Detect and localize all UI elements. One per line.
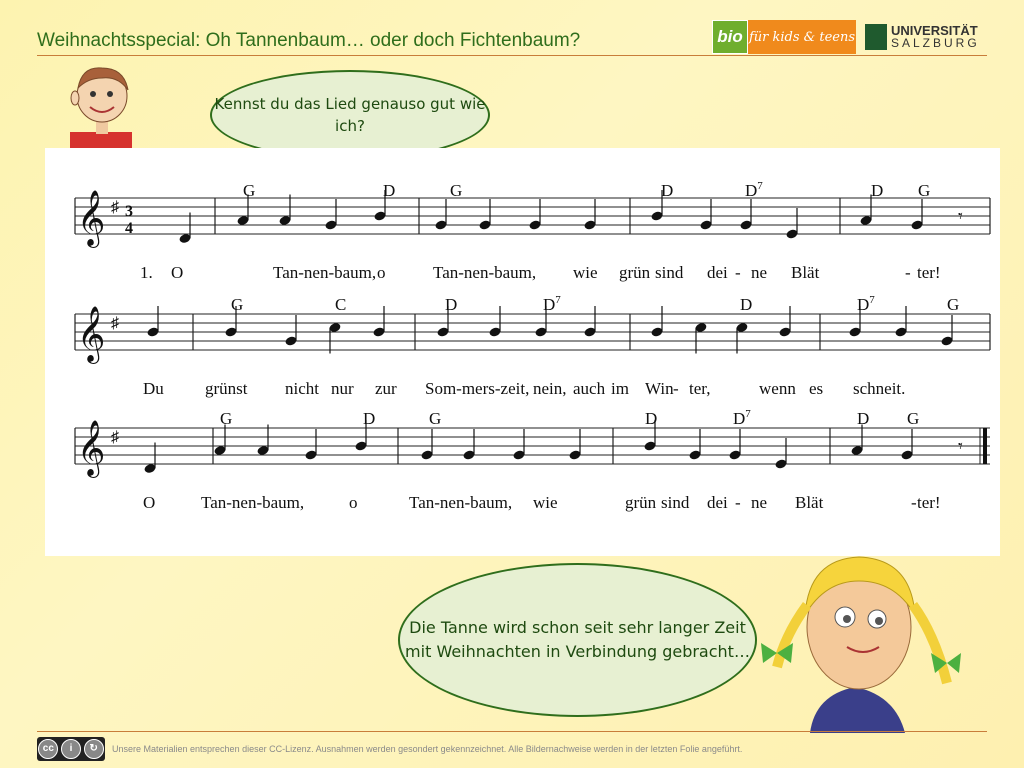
lyric-syllable: grün bbox=[625, 493, 657, 512]
lyric-syllable: ne bbox=[751, 493, 768, 512]
lyric-syllable: - bbox=[911, 493, 917, 512]
page-title: Weihnachtsspecial: Oh Tannenbaum… oder doch Fichtenbaum? bbox=[37, 30, 581, 51]
eighth-rest-icon: 𝄾 bbox=[958, 206, 963, 226]
footer-divider bbox=[37, 731, 987, 732]
chord-symbol: G bbox=[231, 295, 244, 314]
lyric-syllable: Tan-nen-baum, bbox=[409, 493, 513, 512]
lyric-syllable: Blät bbox=[795, 493, 824, 512]
lyric-syllable: nur bbox=[331, 379, 354, 398]
lyric-syllable: schneit. bbox=[853, 379, 906, 398]
lyric-syllable: Tan-nen-baum, bbox=[433, 263, 537, 282]
chord-symbol: G bbox=[450, 181, 463, 200]
lyric-syllable: Du bbox=[143, 379, 164, 398]
lyric-syllable: O bbox=[143, 493, 156, 512]
lyric-syllable: Tan-nen-baum, bbox=[201, 493, 305, 512]
lyric-syllable: dei bbox=[707, 263, 728, 282]
sharp-icon: ♯ bbox=[111, 199, 119, 216]
treble-clef-icon: 𝄞 bbox=[77, 308, 106, 361]
university-mark-icon bbox=[865, 24, 887, 50]
lyric-syllable: auch bbox=[573, 379, 606, 398]
lyric-syllable: grünst bbox=[205, 379, 248, 398]
time-signature-bottom: 4 bbox=[125, 220, 133, 237]
chord-symbol: D bbox=[363, 409, 376, 428]
lyric-syllable: wenn bbox=[759, 379, 796, 398]
lyric-syllable: Tan-nen-baum, bbox=[273, 263, 377, 282]
uni-name-line2: SALZBURG bbox=[891, 36, 980, 50]
chord-symbol: G bbox=[429, 409, 442, 428]
chord-symbol: D bbox=[445, 295, 458, 314]
lyric-syllable: Win bbox=[645, 379, 674, 398]
lyric-syllable: o bbox=[349, 493, 358, 512]
lyric-syllable: ter, bbox=[689, 379, 711, 398]
chord-symbol: G bbox=[907, 409, 920, 428]
lyric-syllable: - bbox=[735, 493, 741, 512]
license-note: Unsere Materialien entsprechen dieser CC-Lizenz. Ausnahmen werden gesondert gekennzeichnet. Alle Bildernachweise werden in der letzten Folie angeführt. bbox=[112, 744, 743, 754]
lyric-syllable: wie bbox=[573, 263, 598, 282]
chord-symbol: D bbox=[661, 181, 674, 200]
lyric-syllable: nein, bbox=[533, 379, 567, 398]
lyric-syllable: sind bbox=[661, 493, 690, 512]
bio-logo-mark: bio bbox=[712, 20, 748, 54]
title-divider bbox=[37, 55, 987, 56]
lyric-syllable: ter! bbox=[917, 493, 941, 512]
lyric-syllable: o bbox=[377, 263, 386, 282]
chord-symbol: G bbox=[243, 181, 256, 200]
lyric-syllable: es bbox=[809, 379, 824, 398]
lyric-syllable: ne bbox=[751, 263, 768, 282]
treble-clef-icon: 𝄞 bbox=[77, 422, 106, 475]
lyric-syllable: sind bbox=[655, 263, 684, 282]
eighth-rest-icon: 𝄾 bbox=[958, 436, 963, 456]
chord-symbol: D bbox=[383, 181, 396, 200]
bio-logo bbox=[712, 20, 856, 54]
boy-illustration bbox=[62, 62, 142, 150]
chord-symbol: D bbox=[871, 181, 884, 200]
chord-symbol: D bbox=[857, 409, 870, 428]
speech-bubble-girl: Die Tanne wird schon seit sehr langer Zeit mit Weihnachten in Verbindung gebracht… bbox=[398, 563, 757, 717]
cc-icon: cc bbox=[38, 739, 58, 759]
lyric-syllable: 1. bbox=[140, 263, 153, 282]
chord-symbol: G bbox=[918, 181, 931, 200]
lyric-syllable: Som-mers-zeit, bbox=[425, 379, 530, 398]
uni-name-line1: UNIVERSITÄT bbox=[891, 23, 978, 38]
sharp-icon: ♯ bbox=[111, 315, 119, 332]
speech-bubble-boy: Kennst du das Lied genauso gut wie ich? bbox=[210, 70, 490, 160]
chord-symbol: G bbox=[220, 409, 233, 428]
chord-symbol: D bbox=[740, 295, 753, 314]
chord-symbol: D bbox=[645, 409, 658, 428]
chord-symbol: $D^7$ bbox=[733, 408, 751, 428]
chord-symbol: $D^7$ bbox=[857, 294, 875, 314]
chord-symbol: $D^7$ bbox=[745, 180, 763, 200]
lyric-syllable: O bbox=[171, 263, 184, 282]
treble-clef-icon: 𝄞 bbox=[77, 192, 106, 245]
lyric-syllable: ter! bbox=[917, 263, 941, 282]
chord-symbol: $D^7$ bbox=[543, 294, 561, 314]
lyric-syllable: Blät bbox=[791, 263, 820, 282]
lyric-syllable: grün bbox=[619, 263, 651, 282]
sa-icon: ↻ bbox=[84, 739, 104, 759]
lyric-syllable: im bbox=[611, 379, 629, 398]
chord-symbol: G bbox=[947, 295, 960, 314]
lyric-syllable: nicht bbox=[285, 379, 319, 398]
chord-symbol: C bbox=[335, 295, 347, 314]
kids-teens-label: für kids & teens bbox=[748, 20, 856, 54]
lyric-syllable: - bbox=[905, 263, 911, 282]
lyric-syllable: wie bbox=[533, 493, 558, 512]
sharp-icon: ♯ bbox=[111, 429, 119, 446]
score-svg bbox=[45, 148, 1000, 556]
lyric-syllable: dei bbox=[707, 493, 728, 512]
time-signature-top: 3 bbox=[125, 203, 133, 220]
lyric-syllable: - bbox=[673, 379, 679, 398]
sheet-music bbox=[45, 148, 1000, 556]
final-bar-thick bbox=[983, 428, 987, 464]
by-icon: i bbox=[61, 739, 81, 759]
girl-illustration bbox=[755, 555, 965, 733]
lyric-syllable: zur bbox=[375, 379, 397, 398]
lyric-syllable: - bbox=[735, 263, 741, 282]
cc-license-badge bbox=[37, 737, 105, 761]
university-logo bbox=[865, 20, 985, 54]
